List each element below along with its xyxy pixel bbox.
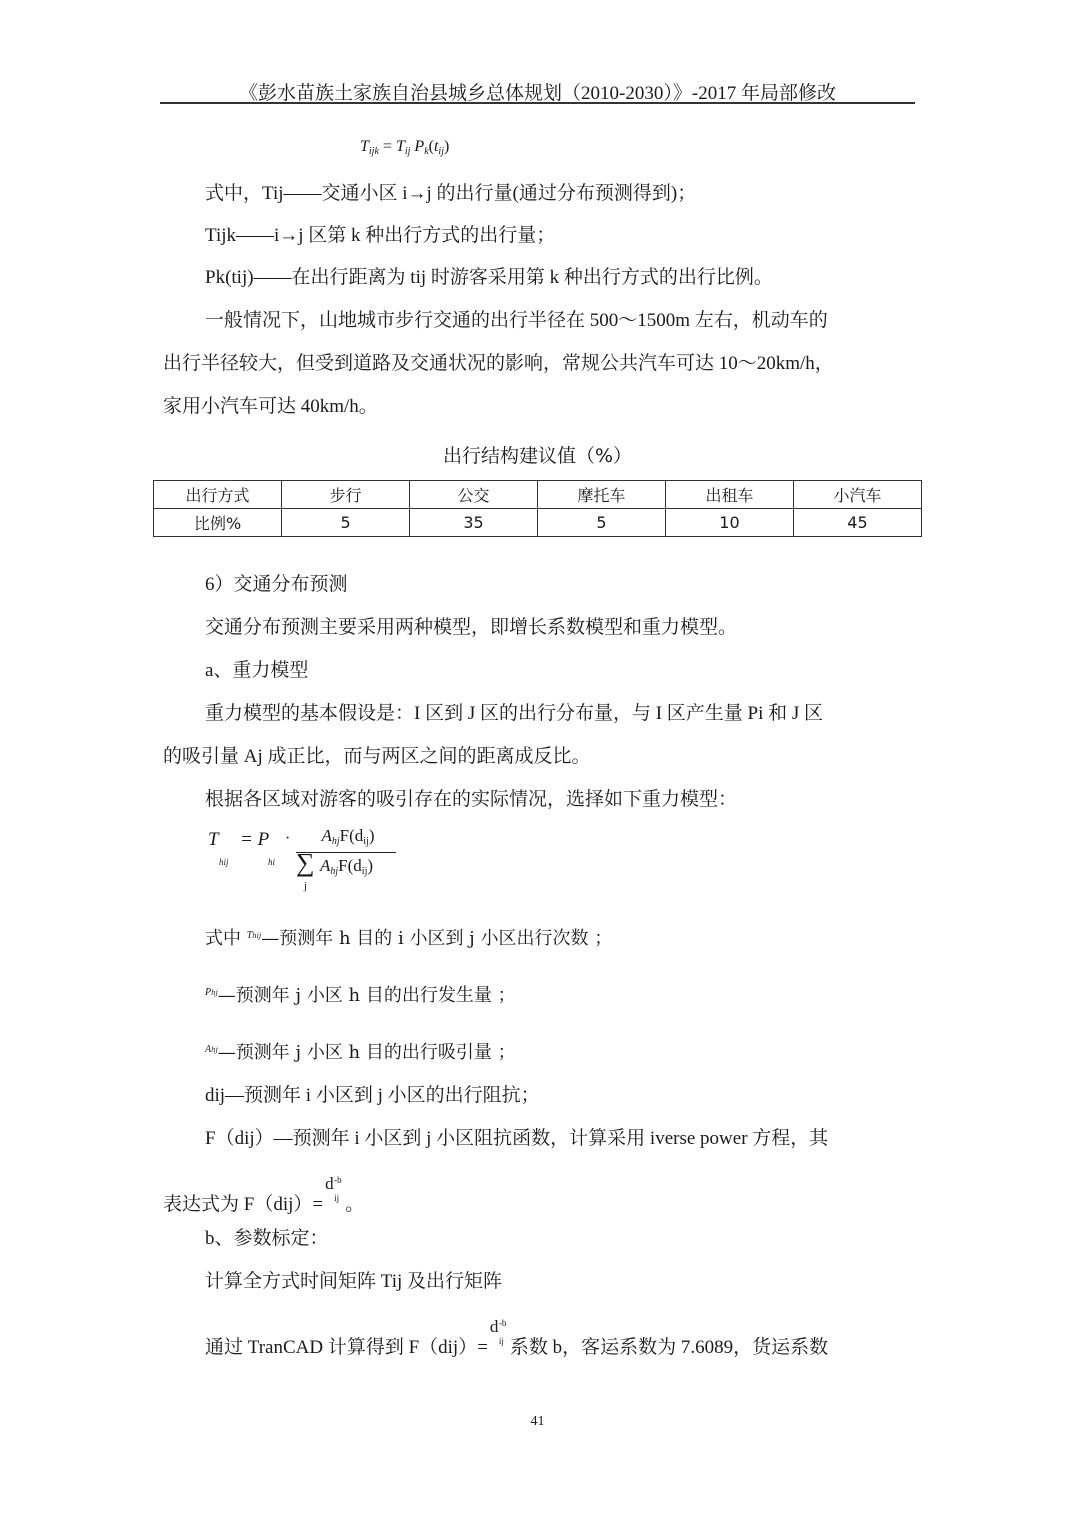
table-cell: 35 bbox=[410, 509, 538, 537]
table-cell: 45 bbox=[793, 509, 921, 537]
table-header-row bbox=[154, 481, 922, 509]
definition-text: —预测年 j 小区 h 目的出行发生量 ； bbox=[217, 985, 516, 1006]
paragraph-travel-radius-line1: 一般情况下，山地城市步行交通的出行半径在 500～1500m 左右，机动车的 bbox=[205, 310, 828, 331]
table-header-cell: 步行 bbox=[282, 481, 410, 509]
summation-index: j bbox=[304, 880, 308, 892]
table-cell: 5 bbox=[282, 509, 410, 537]
header-rule bbox=[160, 102, 915, 104]
section-b-calibration bbox=[205, 1317, 829, 1360]
table-cell: 比例% bbox=[154, 509, 282, 537]
paragraph-pk-definition: Pk(tij)——在出行距离为 tij 时游客采用第 k 种出行方式的出行比例。 bbox=[205, 267, 773, 288]
formula-numerator bbox=[298, 826, 398, 847]
formula-symbol: t bbox=[433, 138, 439, 155]
gravity-assumption-line1: 重力模型的基本假设是：I 区到 J 区的出行分布量，与 I 区产生量 Pi 和 J 区 bbox=[205, 703, 824, 724]
formula-paren: ) bbox=[443, 138, 450, 155]
paragraph-tij-definition: 式中，Tij——交通小区 i→j 的出行量(通过分布预测得到)； bbox=[205, 183, 697, 204]
formula-equals: = bbox=[382, 138, 392, 155]
gravity-assumption-line2: 的吸引量 Aj 成正比，而与两区之间的距离成反比。 bbox=[163, 746, 591, 767]
paragraph-tijk-definition: Tijk——i→j 区第 k 种出行方式的出行量； bbox=[205, 225, 556, 246]
formula-subscript: hj bbox=[331, 836, 340, 847]
gravity-model-selection: 根据各区域对游客的吸引存在的实际情况，选择如下重力模型： bbox=[205, 789, 738, 810]
formula-symbol: P bbox=[414, 138, 425, 155]
formula-symbol: A bbox=[321, 826, 332, 845]
power-expression bbox=[488, 1317, 510, 1353]
paragraph-travel-radius-line3: 家用小汽车可达 40km/h。 bbox=[163, 396, 378, 417]
table-header-cell: 摩托车 bbox=[538, 481, 666, 509]
formula-symbol: A bbox=[320, 856, 331, 875]
table-cell: 5 bbox=[538, 509, 666, 537]
calibration-text: 系数 b，客运系数为 7.6089，货运系数 bbox=[509, 1337, 829, 1358]
power-exponent: -b bbox=[334, 1175, 342, 1185]
definition-symbol: P bbox=[205, 987, 212, 998]
definition-text: 表达式为 F（dij）= bbox=[163, 1194, 324, 1215]
formula-tijk bbox=[360, 138, 449, 157]
definition-symbol: T bbox=[246, 930, 253, 941]
formula-symbol: T bbox=[395, 138, 405, 155]
definition-thij bbox=[205, 924, 612, 951]
formula-subscript: hj bbox=[330, 866, 339, 877]
definition-text: —预测年 j 小区 h 目的出行吸引量 ； bbox=[217, 1042, 516, 1063]
travel-structure-table bbox=[153, 480, 922, 537]
formula-symbol: T bbox=[208, 829, 219, 850]
formula-subscript: ij bbox=[404, 146, 411, 157]
section-6-title: 6）交通分布预测 bbox=[205, 574, 348, 595]
power-subscript: ij bbox=[334, 1193, 340, 1203]
definition-text: 。 bbox=[345, 1194, 365, 1215]
formula-subscript: ij bbox=[438, 146, 444, 157]
table-header-cell: 小汽车 bbox=[793, 481, 921, 509]
definition-symbol-subscript: hj bbox=[211, 989, 218, 997]
definition-ahj bbox=[205, 1038, 516, 1065]
formula-paren: ( bbox=[428, 138, 434, 155]
formula-subscript: ij bbox=[361, 866, 368, 877]
power-base: d bbox=[489, 1317, 499, 1336]
formula-subscript: hij bbox=[219, 857, 229, 867]
formula-dot: · bbox=[285, 830, 291, 847]
definition-phj bbox=[205, 981, 516, 1008]
definition-text: —预测年 h 目的 i 小区到 j 小区出行次数 ； bbox=[261, 928, 613, 949]
gravity-model-title: a、重力模型 bbox=[205, 660, 309, 681]
power-subscript: ij bbox=[498, 1336, 504, 1346]
summation-icon: ∑ bbox=[296, 848, 315, 877]
page-number: 41 bbox=[530, 1414, 545, 1429]
formula-function: F(d bbox=[338, 856, 362, 875]
table-row bbox=[154, 509, 922, 537]
paragraph-travel-radius-line2: 出行半径较大，但受到道路及交通状况的影响，常规公共汽车可达 10～20km/h， bbox=[163, 353, 834, 374]
formula-paren: ) bbox=[368, 826, 375, 845]
formula-equals-p: = P bbox=[240, 829, 270, 850]
definition-prefix: 式中 bbox=[205, 928, 247, 949]
power-exponent: -b bbox=[498, 1318, 507, 1328]
running-header: 《彭水苗族土家族自治县城乡总体规划（2010-2030）》-2017 年局部修改 bbox=[239, 83, 836, 104]
power-expression bbox=[323, 1174, 345, 1210]
definition-symbol-subscript: hj bbox=[211, 1046, 218, 1054]
formula-subscript: k bbox=[424, 146, 429, 157]
definition-fdij-line2 bbox=[163, 1174, 365, 1217]
formula-paren: ) bbox=[367, 856, 374, 875]
section-b-matrix: 计算全方式时间矩阵 Tij 及出行矩阵 bbox=[205, 1271, 502, 1292]
calibration-text: 通过 TranCAD 计算得到 F（dij）= bbox=[205, 1337, 488, 1358]
section-6-intro: 交通分布预测主要采用两种模型，即增长系数模型和重力模型。 bbox=[205, 617, 738, 638]
formula-denominator bbox=[320, 856, 373, 877]
table-header-cell: 出租车 bbox=[665, 481, 793, 509]
formula-subscript: ij bbox=[363, 836, 369, 847]
section-b-title: b、参数标定： bbox=[205, 1228, 329, 1249]
formula-symbol: T bbox=[360, 138, 369, 155]
definition-symbol: A bbox=[205, 1044, 212, 1055]
table-caption: 出行结构建议值（%） bbox=[442, 445, 633, 467]
table-header-cell: 出行方式 bbox=[154, 481, 282, 509]
power-base: d bbox=[325, 1174, 334, 1193]
table-cell: 10 bbox=[665, 509, 793, 537]
formula-subscript: ijk bbox=[368, 146, 379, 157]
definition-dij: dij—预测年 i 小区到 j 小区的出行阻抗； bbox=[205, 1085, 540, 1106]
definition-fdij-line1: F（dij）—预测年 i 小区到 j 小区阻抗函数，计算采用 iverse power 方程，其 bbox=[205, 1128, 829, 1149]
formula-subscript: hi bbox=[268, 857, 276, 867]
formula-function: F(d bbox=[339, 826, 364, 845]
table-header-cell: 公交 bbox=[410, 481, 538, 509]
definition-symbol-subscript: hij bbox=[252, 932, 262, 940]
